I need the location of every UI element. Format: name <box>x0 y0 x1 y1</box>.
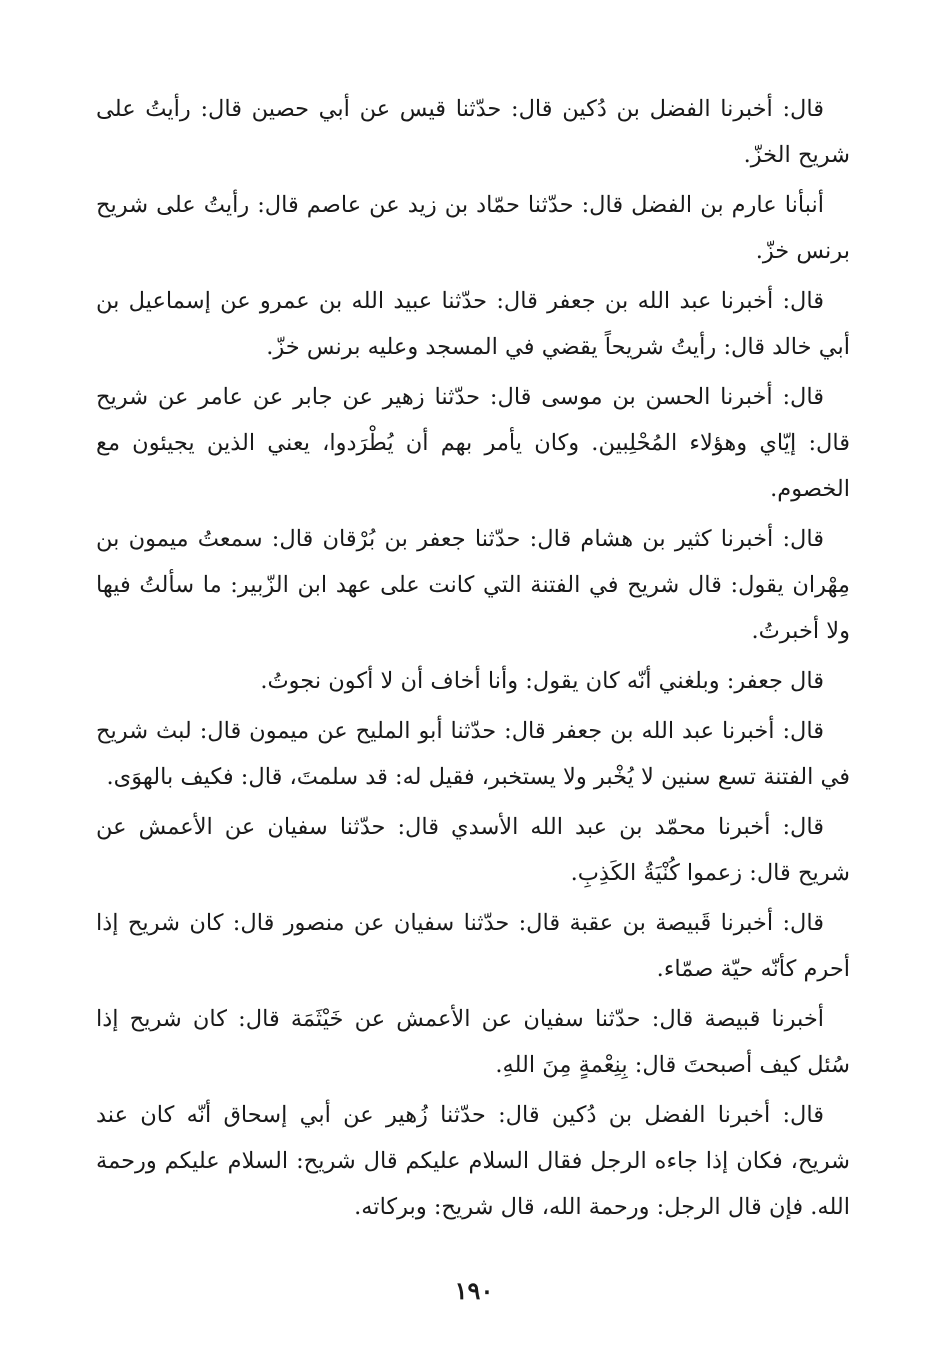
paragraph-3: قال: أخبرنا عبد الله بن جعفر قال: حدّثنا عبيد الله بن عمرو عن إسماعيل بن أبي خالد قال: رأيتُ شريحاً يقضي في المسجد وعليه برنس خزّ. <box>96 288 850 360</box>
paragraph-1: قال: أخبرنا الفضل بن دُكين قال: حدّثنا قيس عن أبي حصين قال: رأيتُ على شريح الخزّ. <box>96 96 850 168</box>
page-body <box>96 86 850 1234</box>
paragraph-6: قال جعفر: وبلغني أنّه كان يقول: وأنا أخاف أن لا أكون نجوتُ. <box>260 668 824 694</box>
paragraph-4: قال: أخبرنا الحسن بن موسى قال: حدّثنا زهير عن جابر عن عامر عن شريح قال: إيّاي وهؤلاء المُحْلِبين. وكان يأمر بهم أن يُطْرَدوا، يعني الذين يجيئون مع الخصوم. <box>96 384 850 502</box>
paragraph-9: قال: أخبرنا قَبيصة بن عقبة قال: حدّثنا سفيان عن منصور قال: كان شريح إذا أحرم كأنّه حيّة صمّاء. <box>96 910 850 982</box>
paragraph-7: قال: أخبرنا عبد الله بن جعفر قال: حدّثنا أبو المليح عن ميمون قال: لبث شريح في الفتنة تسع سنين لا يُخْبر ولا يستخبر، فقيل له: قد سلمتَ، قال: فكيف بالهوَى. <box>96 718 850 790</box>
paragraph-8: قال: أخبرنا محمّد بن عبد الله الأسدي قال: حدّثنا سفيان عن الأعمش عن شريح قال: زعموا كُنْيَةُ الكَذِبِ. <box>96 814 850 886</box>
paragraph-2: أنبأنا عارم بن الفضل قال: حدّثنا حمّاد بن زيد عن عاصم قال: رأيتُ على شريح برنس خزّ. <box>96 192 850 264</box>
page-number: ١٩٠ <box>454 1276 494 1305</box>
paragraph-10: أخبرنا قبيصة قال: حدّثنا سفيان عن الأعمش عن خَيْثَمَة قال: كان شريح إذا سُئل كيف أصبحتَ قال: بِنِعْمةٍ مِنَ اللهِ. <box>96 1006 850 1078</box>
paragraph-5: قال: أخبرنا كثير بن هشام قال: حدّثنا جعفر بن بُرْقان قال: سمعتُ ميمون بن مِهْران يقول: قال شريح في الفتنة التي كانت على عهد ابن الزّبير: ما سألتُ فيها ولا أخبرتُ. <box>96 526 850 644</box>
paragraph-11: قال: أخبرنا الفضل بن دُكين قال: حدّثنا زُهير عن أبي إسحاق أنّه كان عند شريح، فكان إذا جاءه الرجل فقال السلام عليكم قال شريح: السلام عليكم ورحمة الله. فإن قال الرجل: ورحمة الله، قال شريح: وبركاته. <box>96 1102 850 1220</box>
